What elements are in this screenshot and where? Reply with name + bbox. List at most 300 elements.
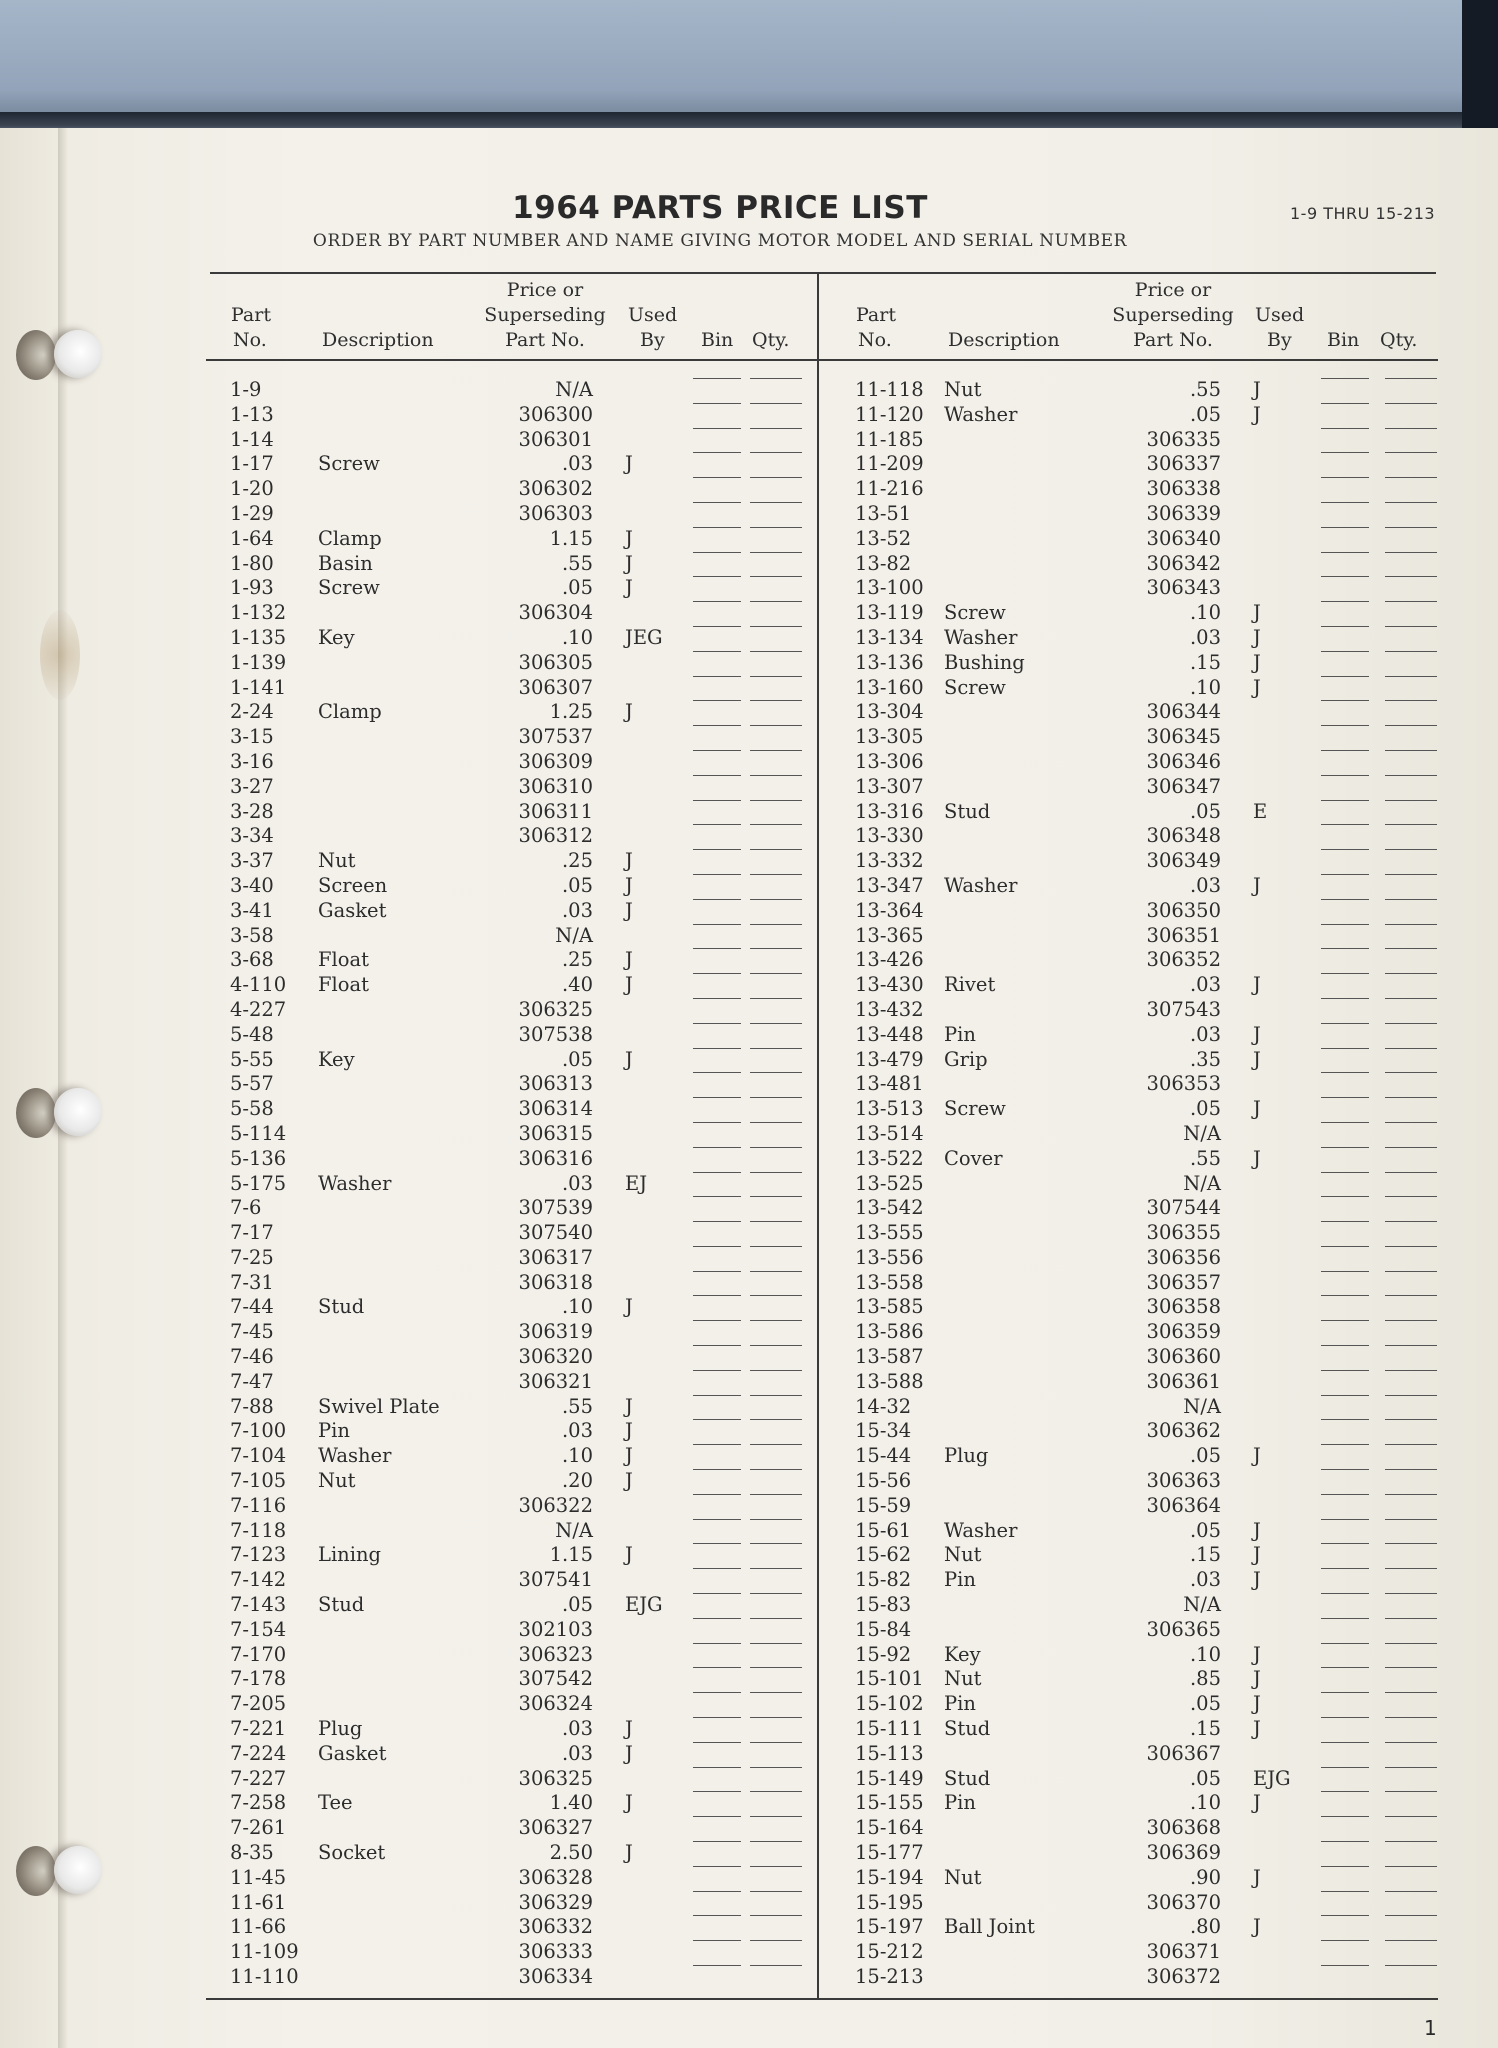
bin-blank [693, 1593, 741, 1594]
bin-blank [1321, 1295, 1369, 1296]
part-description: Washer [944, 402, 1018, 426]
qty-blank [750, 1122, 802, 1123]
bin-blank [1321, 1370, 1369, 1371]
qty-blank [1385, 527, 1437, 528]
qty-blank [1385, 1816, 1437, 1817]
price-or-superseding: .55 [561, 1394, 593, 1418]
bin-blank [693, 527, 741, 528]
used-by: J [1253, 1543, 1261, 1567]
bin-blank [693, 1965, 741, 1966]
bin-blank [1321, 576, 1369, 577]
part-number: 15-177 [855, 1841, 924, 1865]
qty-blank [1385, 452, 1437, 453]
part-number: 13-51 [855, 501, 912, 525]
price-or-superseding: 302103 [518, 1617, 593, 1641]
price-or-superseding: .03 [1189, 873, 1221, 897]
qty-blank [750, 651, 802, 652]
bin-blank [1321, 874, 1369, 875]
bin-blank [1321, 1221, 1369, 1222]
part-description: Washer [944, 625, 1018, 649]
used-by: J [625, 1717, 633, 1741]
bin-blank [693, 924, 741, 925]
used-by: J [1253, 1692, 1261, 1716]
bin-blank [1321, 750, 1369, 751]
bin-blank [693, 1841, 741, 1842]
used-by: J [1253, 1146, 1261, 1170]
bin-blank [693, 1791, 741, 1792]
price-or-superseding: 1.15 [549, 1543, 593, 1567]
part-number: 5-114 [230, 1121, 287, 1145]
document-subtitle: ORDER BY PART NUMBER AND NAME GIVING MOTOR MODEL AND SERIAL NUMBER [312, 231, 1128, 251]
bin-blank [693, 1023, 741, 1024]
qty-blank [750, 1891, 802, 1892]
part-number: 13-304 [855, 700, 924, 724]
price-or-superseding: 1.25 [549, 700, 593, 724]
qty-blank [750, 849, 802, 850]
header-description: Description [322, 329, 434, 351]
part-number: 1-64 [230, 526, 274, 550]
bin-blank [1321, 800, 1369, 801]
bin-blank [693, 849, 741, 850]
used-by: J [1253, 1047, 1261, 1071]
qty-blank [750, 576, 802, 577]
part-description: Screen [318, 873, 388, 897]
used-by: J [1253, 1568, 1261, 1592]
qty-blank [750, 1172, 802, 1173]
price-or-superseding: 306361 [1146, 1369, 1221, 1393]
part-number: 1-14 [230, 427, 274, 451]
price-or-superseding: 306304 [518, 601, 593, 625]
price-or-superseding: 306343 [1146, 576, 1221, 600]
part-number: 1-13 [230, 402, 274, 426]
header-price-or: Price or [506, 279, 584, 301]
qty-blank [750, 527, 802, 528]
price-or-superseding: .10 [561, 1444, 593, 1468]
price-or-superseding: 306320 [518, 1345, 593, 1369]
part-number: 7-25 [230, 1245, 274, 1269]
qty-blank [1385, 725, 1437, 726]
qty-blank [1385, 1295, 1437, 1296]
header-part: Part [856, 304, 896, 326]
used-by: J [1253, 973, 1261, 997]
part-number: 7-17 [230, 1221, 274, 1245]
bin-blank [693, 1395, 741, 1396]
part-number: 3-34 [230, 824, 274, 848]
qty-blank [750, 1494, 802, 1495]
used-by: J [1253, 1518, 1261, 1542]
bin-blank [693, 651, 741, 652]
price-or-superseding: 306321 [518, 1369, 593, 1393]
part-number: 15-56 [855, 1469, 912, 1493]
part-description: Nut [318, 1469, 356, 1493]
used-by: J [1253, 402, 1261, 426]
price-or-superseding: 306328 [518, 1865, 593, 1889]
used-by: J [625, 1469, 633, 1493]
part-number: 13-316 [855, 799, 924, 823]
bin-blank [693, 1568, 741, 1569]
bin-blank [1321, 1767, 1369, 1768]
bin-blank [1321, 1345, 1369, 1346]
price-or-superseding: 306357 [1146, 1270, 1221, 1294]
part-number: 1-17 [230, 452, 274, 476]
qty-blank [1385, 1940, 1437, 1941]
used-by: EJG [625, 1593, 663, 1617]
price-or-superseding: 306307 [518, 675, 593, 699]
part-description: Gasket [318, 1741, 387, 1765]
qty-blank [1385, 1023, 1437, 1024]
qty-blank [1385, 1345, 1437, 1346]
qty-blank [1385, 1320, 1437, 1321]
part-number: 14-32 [855, 1394, 912, 1418]
used-by: E [1253, 799, 1268, 823]
price-or-superseding: 306345 [1146, 725, 1221, 749]
bin-blank [693, 1419, 741, 1420]
part-number: 13-588 [855, 1369, 924, 1393]
price-or-superseding: .05 [1189, 1766, 1221, 1790]
qty-blank [1385, 1271, 1437, 1272]
used-by: J [625, 973, 633, 997]
part-number: 2-24 [230, 700, 274, 724]
price-or-superseding: 306319 [518, 1320, 593, 1344]
bin-blank [693, 998, 741, 999]
qty-blank [750, 1048, 802, 1049]
price-or-superseding: 306358 [1146, 1295, 1221, 1319]
bin-blank [693, 1122, 741, 1123]
qty-blank [1385, 1048, 1437, 1049]
part-number: 15-155 [855, 1791, 924, 1815]
price-or-superseding: 306372 [1146, 1965, 1221, 1988]
bin-blank [693, 1915, 741, 1916]
binder-hole-shadow [16, 330, 56, 380]
qty-blank [1385, 1891, 1437, 1892]
qty-blank [1385, 1568, 1437, 1569]
price-or-superseding: 306368 [1146, 1816, 1221, 1840]
bin-blank [693, 676, 741, 677]
part-number: 1-20 [230, 477, 274, 501]
used-by: J [1253, 625, 1261, 649]
binder-hole-shadow [16, 1846, 56, 1896]
price-or-superseding: .05 [1189, 1444, 1221, 1468]
qty-blank [1385, 1965, 1437, 1966]
qty-blank [750, 1271, 802, 1272]
part-number: 3-41 [230, 898, 274, 922]
bin-blank [1321, 403, 1369, 404]
part-description: Washer [944, 1518, 1018, 1542]
bin-blank [693, 1469, 741, 1470]
used-by: J [625, 1394, 633, 1418]
bin-blank [1321, 824, 1369, 825]
price-or-superseding: .03 [1189, 625, 1221, 649]
qty-blank [750, 824, 802, 825]
price-or-superseding: 1.40 [549, 1791, 593, 1815]
qty-blank [1385, 998, 1437, 999]
price-or-superseding: 306300 [518, 402, 593, 426]
header-superseding: Superseding [484, 304, 606, 326]
qty-blank [750, 1643, 802, 1644]
bin-blank [693, 1643, 741, 1644]
price-or-superseding: 306315 [518, 1121, 593, 1145]
part-number: 1-132 [230, 601, 287, 625]
price-or-superseding: 307543 [1146, 997, 1221, 1021]
bin-blank [693, 874, 741, 875]
bin-blank [1321, 1643, 1369, 1644]
price-or-superseding: .20 [561, 1469, 593, 1493]
used-by: JEG [625, 625, 663, 649]
part-number: 7-224 [230, 1741, 287, 1765]
price-or-superseding: 306367 [1146, 1741, 1221, 1765]
part-number: 13-347 [855, 873, 924, 897]
part-description: Stud [318, 1295, 365, 1319]
part-number: 7-258 [230, 1791, 287, 1815]
part-number: 15-111 [855, 1717, 924, 1741]
qty-blank [1385, 1147, 1437, 1148]
part-number: 15-59 [855, 1493, 912, 1517]
bin-blank [693, 800, 741, 801]
qty-blank [1385, 1395, 1437, 1396]
part-number: 1-29 [230, 501, 274, 525]
used-by: J [1253, 675, 1261, 699]
part-description: Clamp [318, 700, 382, 724]
part-number: 13-119 [855, 601, 924, 625]
part-description: Pin [944, 1568, 976, 1592]
bin-blank [1321, 700, 1369, 701]
price-or-superseding: .15 [1189, 1543, 1221, 1567]
qty-blank [1385, 1494, 1437, 1495]
bin-blank [693, 973, 741, 974]
part-description: Stud [944, 799, 991, 823]
price-or-superseding: 1.15 [549, 526, 593, 550]
qty-blank [750, 1866, 802, 1867]
part-number: 13-330 [855, 824, 924, 848]
bin-blank [693, 750, 741, 751]
header-description: Description [948, 329, 1060, 351]
part-number: 15-84 [855, 1617, 912, 1641]
bin-blank [693, 1692, 741, 1693]
qty-blank [750, 1618, 802, 1619]
page-number: 1 [1424, 2016, 1437, 2040]
price-or-superseding: 306311 [518, 799, 593, 823]
qty-blank [1385, 700, 1437, 701]
part-number: 5-58 [230, 1097, 274, 1121]
bin-blank [1321, 1593, 1369, 1594]
price-or-superseding: 307544 [1146, 1196, 1221, 1220]
price-or-superseding: 306342 [1146, 551, 1221, 575]
scan-edge [1462, 0, 1498, 130]
qty-blank [750, 552, 802, 553]
price-or-superseding: 306371 [1146, 1940, 1221, 1964]
price-or-superseding: 306340 [1146, 526, 1221, 550]
price-or-superseding: 306339 [1146, 501, 1221, 525]
part-number: 13-525 [855, 1171, 924, 1195]
used-by: J [625, 1444, 633, 1468]
qty-blank [750, 725, 802, 726]
qty-blank [750, 1543, 802, 1544]
used-by: J [625, 452, 633, 476]
price-or-superseding: 306369 [1146, 1841, 1221, 1865]
part-number: 3-15 [230, 725, 274, 749]
part-number: 1-80 [230, 551, 274, 575]
bin-blank [693, 1543, 741, 1544]
qty-blank [1385, 1196, 1437, 1197]
part-description: Screw [944, 675, 1006, 699]
part-number: 3-58 [230, 923, 274, 947]
qty-blank [750, 973, 802, 974]
used-by: J [625, 1543, 633, 1567]
part-number: 3-28 [230, 799, 274, 823]
part-number: 7-88 [230, 1394, 274, 1418]
part-number: 3-37 [230, 849, 274, 873]
price-or-superseding: .55 [1189, 1146, 1221, 1170]
bin-blank [1321, 502, 1369, 503]
table-top-rule [210, 272, 1436, 274]
part-number: 15-44 [855, 1444, 912, 1468]
qty-blank [1385, 1469, 1437, 1470]
price-or-superseding: .10 [1189, 601, 1221, 625]
used-by: J [625, 526, 633, 550]
bin-blank [693, 725, 741, 726]
header-used: Used [1255, 304, 1305, 326]
qty-blank [1385, 1593, 1437, 1594]
part-number: 13-332 [855, 849, 924, 873]
price-or-superseding: 306329 [518, 1890, 593, 1914]
part-number: 5-175 [230, 1171, 287, 1195]
bin-blank [693, 899, 741, 900]
part-description: Key [944, 1642, 981, 1666]
part-description: Washer [944, 873, 1018, 897]
bin-blank [693, 1866, 741, 1867]
part-number: 7-227 [230, 1766, 287, 1790]
price-or-superseding: 307541 [518, 1568, 593, 1592]
paper-stain [40, 610, 80, 700]
bin-blank [1321, 1692, 1369, 1693]
part-number: 11-216 [855, 477, 924, 501]
price-or-superseding: .05 [1189, 402, 1221, 426]
part-number: 13-364 [855, 898, 924, 922]
bin-blank [1321, 1419, 1369, 1420]
price-or-superseding: 306352 [1146, 948, 1221, 972]
price-or-superseding: .10 [561, 625, 593, 649]
qty-blank [1385, 1791, 1437, 1792]
part-range: 1-9 THRU 15-213 [1290, 204, 1436, 223]
qty-blank [750, 924, 802, 925]
part-description: Washer [318, 1444, 392, 1468]
qty-blank [750, 700, 802, 701]
price-or-superseding: .03 [561, 1717, 593, 1741]
part-number: 15-92 [855, 1642, 912, 1666]
bin-blank [1321, 1940, 1369, 1941]
part-number: 5-136 [230, 1146, 287, 1170]
part-description: Grip [944, 1047, 988, 1071]
part-number: 11-209 [855, 452, 924, 476]
qty-blank [750, 378, 802, 379]
price-or-superseding: 306364 [1146, 1493, 1221, 1517]
part-description: Tee [318, 1791, 353, 1815]
bin-blank [693, 1519, 741, 1520]
header-part-no: Part No. [1133, 329, 1213, 351]
bin-blank [693, 1147, 741, 1148]
part-description: Pin [944, 1692, 976, 1716]
part-number: 7-205 [230, 1692, 287, 1716]
bin-blank [693, 824, 741, 825]
column-divider [817, 272, 819, 2000]
header-superseding: Superseding [1112, 304, 1234, 326]
part-number: 15-102 [855, 1692, 924, 1716]
price-or-superseding: 306335 [1146, 427, 1221, 451]
bin-blank [693, 552, 741, 553]
qty-blank [1385, 1692, 1437, 1693]
price-or-superseding: 306301 [518, 427, 593, 451]
qty-blank [750, 1742, 802, 1743]
qty-blank [750, 1097, 802, 1098]
qty-blank [750, 1469, 802, 1470]
bin-blank [1321, 676, 1369, 677]
part-number: 13-134 [855, 625, 924, 649]
binder-hole-top [54, 330, 102, 378]
part-number: 15-194 [855, 1865, 924, 1889]
used-by: J [1253, 1667, 1261, 1691]
header-qty: Qty. [1380, 329, 1418, 351]
price-or-superseding: N/A [1183, 1593, 1221, 1617]
bin-blank [693, 1320, 741, 1321]
price-or-superseding: 306314 [518, 1097, 593, 1121]
used-by: J [625, 1419, 633, 1443]
used-by: J [625, 1295, 633, 1319]
part-number: 13-585 [855, 1295, 924, 1319]
price-or-superseding: .05 [1189, 799, 1221, 823]
qty-blank [1385, 1444, 1437, 1445]
bin-blank [1321, 1395, 1369, 1396]
bin-blank [693, 1940, 741, 1941]
used-by: J [625, 898, 633, 922]
part-number: 15-83 [855, 1593, 912, 1617]
bin-blank [693, 1048, 741, 1049]
used-by: J [1253, 873, 1261, 897]
part-number: 13-587 [855, 1345, 924, 1369]
price-or-superseding: 306353 [1146, 1072, 1221, 1096]
price-or-superseding: 306303 [518, 501, 593, 525]
part-number: 13-365 [855, 923, 924, 947]
paper-fold [58, 128, 68, 2048]
price-or-superseding: 306333 [518, 1940, 593, 1964]
part-description: Screw [944, 1097, 1006, 1121]
part-description: Key [318, 1047, 355, 1071]
qty-blank [750, 1767, 802, 1768]
table-bottom-rule [206, 1998, 1438, 2000]
part-number: 7-116 [230, 1493, 287, 1517]
bin-blank [1321, 1568, 1369, 1569]
price-or-superseding: .05 [561, 1047, 593, 1071]
bin-blank [1321, 998, 1369, 999]
bin-blank [1321, 1172, 1369, 1173]
bin-blank [693, 576, 741, 577]
qty-blank [750, 1915, 802, 1916]
price-or-superseding: .55 [561, 551, 593, 575]
part-number: 7-154 [230, 1617, 287, 1641]
qty-blank [1385, 1643, 1437, 1644]
price-or-superseding: .05 [561, 1593, 593, 1617]
price-or-superseding: .10 [1189, 1791, 1221, 1815]
qty-blank [1385, 800, 1437, 801]
header-no: No. [858, 329, 892, 351]
part-description: Float [318, 948, 369, 972]
qty-blank [750, 403, 802, 404]
bin-blank [693, 1271, 741, 1272]
price-or-superseding: 306346 [1146, 749, 1221, 773]
part-description: Pin [944, 1022, 976, 1046]
part-number: 11-120 [855, 402, 924, 426]
qty-blank [1385, 1915, 1437, 1916]
qty-blank [1385, 948, 1437, 949]
